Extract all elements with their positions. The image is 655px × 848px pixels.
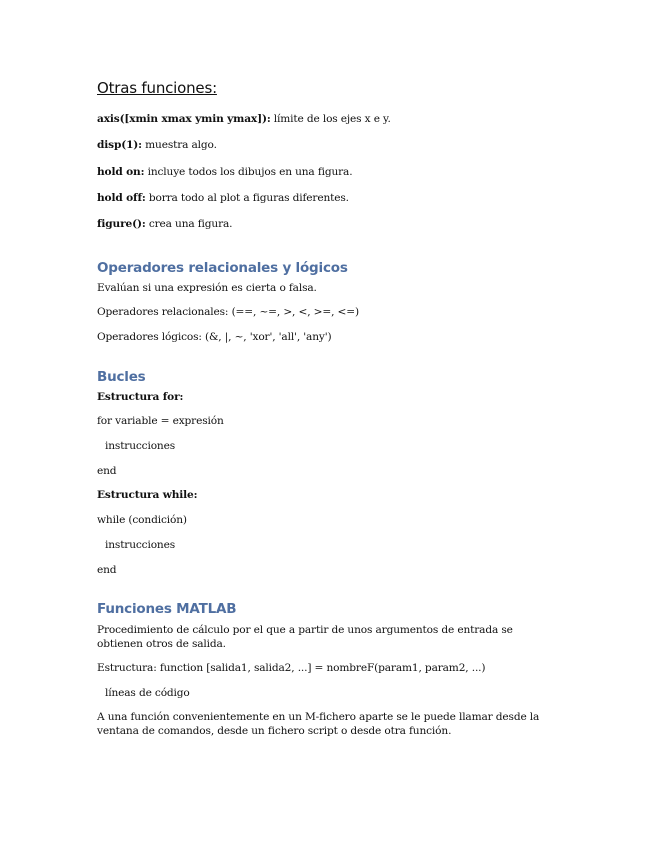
paragraph-una-funcion: A una función convenientemente en un M-fichero aparte se le puede llamar desde la ventana de comandos, desde un fichero script o desde otra función.	[97, 711, 540, 737]
paragraph-figure	[97, 217, 557, 231]
while-instrucciones: instrucciones	[105, 539, 176, 551]
desc-hold-on: incluye todos los dibujos en una figura.	[144, 166, 353, 178]
term-hold-on: hold on:	[97, 166, 145, 178]
paragraph-evaluan: Evalúan si una expresión es cierta o falsa.	[97, 282, 317, 294]
while-end: end	[97, 564, 117, 576]
desc-figure: crea una figura.	[145, 218, 233, 230]
term-disp: disp(1):	[97, 139, 142, 151]
for-instrucciones: instrucciones	[105, 440, 176, 452]
desc-hold-off: borra todo al plot a figuras diferentes.	[145, 192, 349, 204]
heading-operadores: Operadores relacionales y lógicos	[97, 260, 348, 276]
paragraph-procedimiento: Procedimiento de cálculo por el que a partir de unos argumentos de entrada se obtienen otros de salida.	[97, 624, 513, 650]
paragraph-lineas-codigo: líneas de código	[105, 687, 190, 699]
page-title: Otras funciones:	[97, 79, 217, 97]
paragraph-operadores-logicos: Operadores lógicos: (&, |, ~, 'xor', 'all', 'any')	[97, 331, 332, 343]
term-figure: figure():	[97, 218, 146, 230]
desc-disp: muestra algo.	[141, 139, 217, 151]
for-line: for variable = expresión	[97, 415, 224, 427]
paragraph-hold-on	[97, 165, 557, 179]
estructura-for-title: Estructura for:	[97, 391, 184, 403]
desc-axis: límite de los ejes x e y.	[270, 113, 391, 125]
term-hold-off: hold off:	[97, 192, 146, 204]
heading-bucles: Bucles	[97, 369, 146, 385]
paragraph-hold-off	[97, 191, 557, 205]
paragraph-estructura-function: Estructura: function [salida1, salida2, ...] = nombreF(param1, param2, ...)	[97, 662, 486, 674]
for-end: end	[97, 465, 117, 477]
term-axis: axis([xmin xmax ymin ymax]):	[97, 113, 271, 125]
while-line: while (condición)	[97, 514, 187, 526]
heading-funciones: Funciones MATLAB	[97, 601, 237, 617]
paragraph-disp	[97, 138, 557, 152]
paragraph-operadores-relacionales: Operadores relacionales: (==, ~=, >, <, >=, <=)	[97, 306, 359, 318]
paragraph-axis	[97, 112, 557, 126]
estructura-while-title: Estructura while:	[97, 489, 198, 501]
